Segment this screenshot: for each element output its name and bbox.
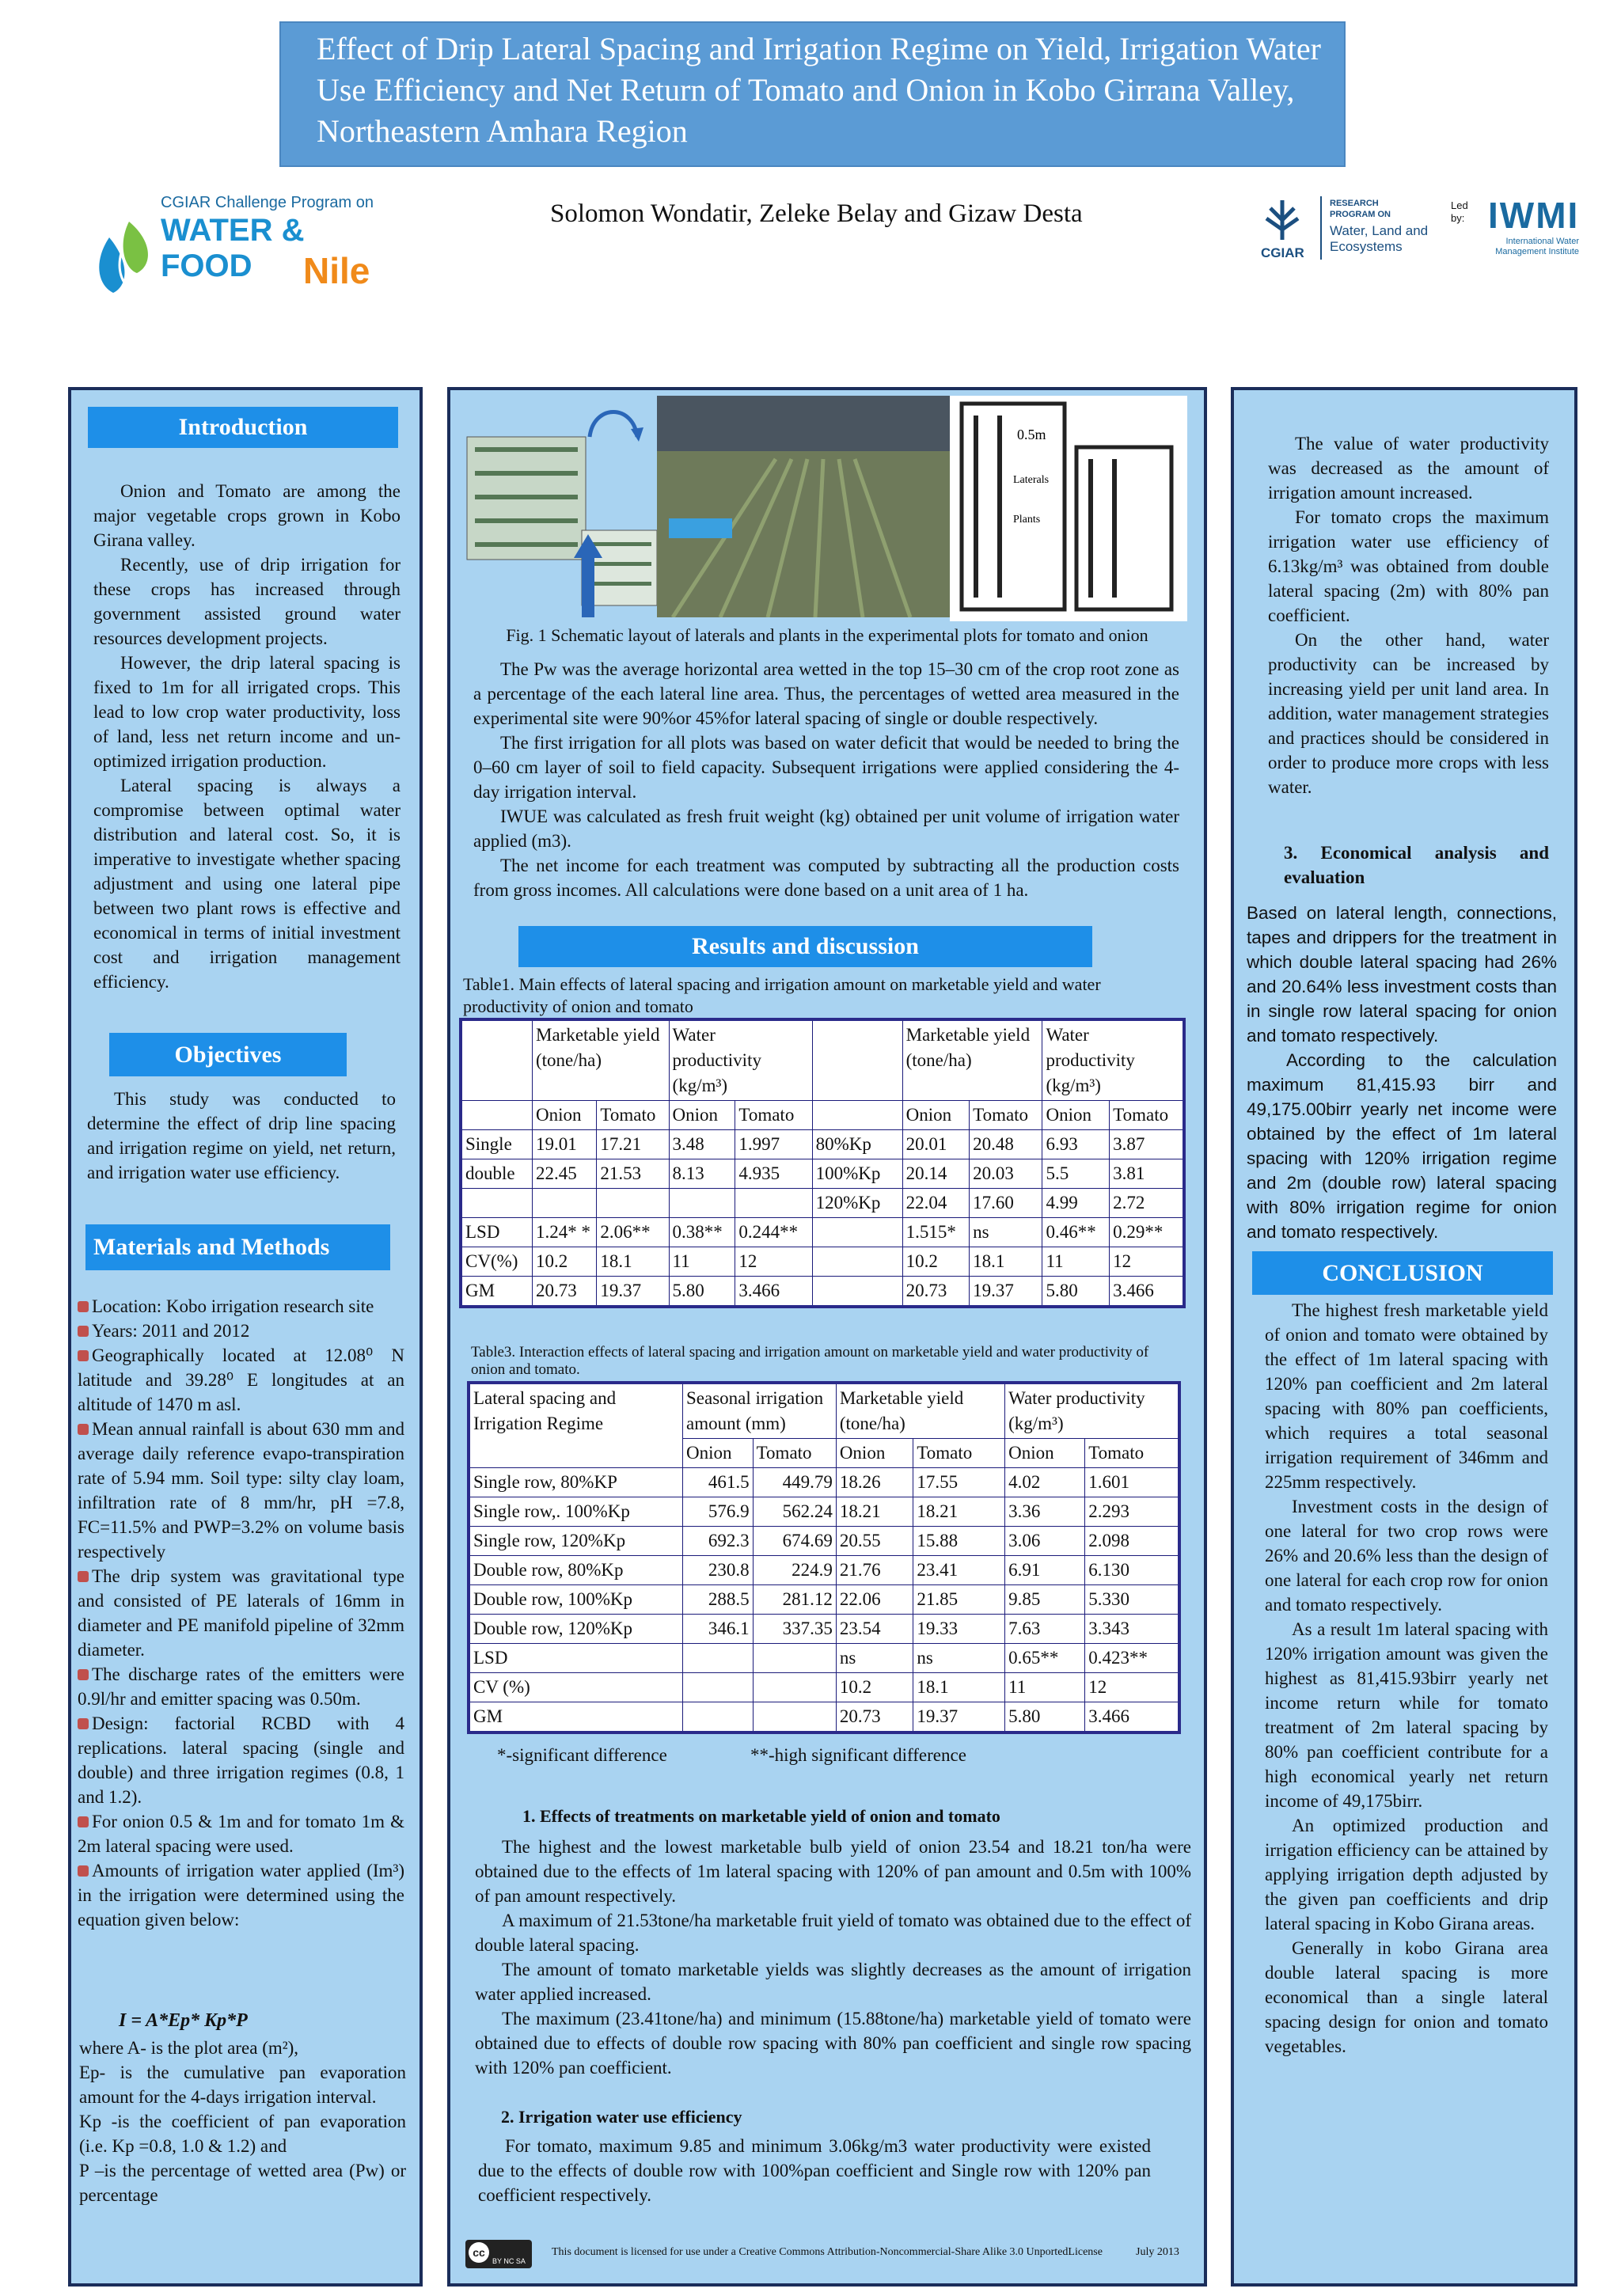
table-cell: Double row, 100%Kp [469,1585,683,1615]
table-header: Onion [1005,1439,1085,1468]
paragraph: For tomato, maximum 9.85 and minimum 3.06kg/m3 water productivity were existed due to the effects of double row with 100%pan coefficient and Single row with 120% pan coefficient respectively. [478,2136,1151,2205]
introduction-text [93,479,401,994]
table-cell: 3.81 [1110,1159,1184,1189]
table-cell: 20.14 [902,1159,970,1189]
table-cell: 21.53 [597,1159,669,1189]
table-cell: ns [970,1218,1042,1247]
table-header: Onion [902,1101,970,1130]
table-cell [461,1189,533,1218]
table-cell: 9.85 [1005,1585,1085,1615]
table-cell: 10.2 [902,1247,970,1277]
paragraph: According to the calculation maximum 81,415.93 birr and 49,175.00birr yearly net income were obtained by the effect of 1m lateral spacing with 120% irrigation regime and 2m (double row) lateral spacing with 80% irrigation regime for onion and tomato respectively. [1247,1050,1557,1242]
field-photo [657,396,950,617]
authors: Solomon Wondatir, Zeleke Belay and Gizaw Desta [550,199,1083,228]
table-cell: 1.24* * [533,1218,597,1247]
table-header: Onion [669,1101,735,1130]
intro-paragraph: Recently, use of drip irrigation for these crops has increased through government assisted ground water resources development projects. [93,555,401,648]
methods-bullet: Years: 2011 and 2012 [78,1319,404,1343]
table-row [461,1277,1184,1307]
equation: I = A*Ep* Kp*P [119,2010,248,2031]
table-cell: 19.37 [597,1277,669,1307]
table-header: Water productivity (kg/m³) [1042,1019,1184,1101]
table-cell: 5.5 [1042,1159,1110,1189]
table-header: Marketable yield (tone/ha) [836,1383,1004,1439]
table-cell [753,1673,836,1702]
table-cell: 80%Kp [812,1130,902,1159]
table-cell: 12 [1110,1247,1184,1277]
table-1 [459,1018,1186,1308]
cgiar-text: CGIAR [1261,245,1304,260]
table-subheader-row [461,1101,1184,1130]
table-cell: Single [461,1130,533,1159]
table-header: Onion [533,1101,597,1130]
water-food-text: WATER & FOOD [161,213,305,283]
table-cell: 6.130 [1085,1556,1179,1585]
table-cell: 1.515* [902,1218,970,1247]
table-row [461,1189,1184,1218]
table-cell: 449.79 [753,1468,836,1497]
table-cell: 3.48 [669,1130,735,1159]
paragraph: Investment costs in the design of one lateral for two crop rows were 26% and 20.6% less than the design of one lateral for each crop row for onion and tomato respectively. [1265,1497,1548,1615]
table-cell: 692.3 [683,1527,754,1556]
table-row [469,1644,1179,1673]
table-cell: 5.80 [1005,1702,1085,1733]
table-cell: 19.01 [533,1130,597,1159]
table-row [461,1130,1184,1159]
intro-paragraph: Lateral spacing is always a compromise between optimal water distribution and lateral cost. So, it is imperative to investigate whether spacing adjustment and using one lateral pipe between two plant rows is effective and economical in terms of initial investment cost and irrigation management efficiency. [93,776,401,992]
table-cell: 12 [735,1247,812,1277]
table-header: Marketable yield (tone/ha) [533,1019,670,1101]
table-cell: ns [913,1644,1005,1673]
table-cell: LSD [469,1644,683,1673]
table-cell: 0.29** [1110,1218,1184,1247]
table-cell: 0.423** [1085,1644,1179,1673]
table-cell [812,1019,902,1101]
table-cell: 230.8 [683,1556,754,1585]
table-cell: 23.54 [836,1615,913,1644]
methods-bullet: Geographically located at 12.08⁰ N latitude and 39.28⁰ E longitudes at an altitude of 1470 m asl. [78,1343,404,1417]
table-cell: 6.93 [1042,1130,1110,1159]
methods-bullet: The drip system was gravitational type and consisted of PE laterals of 16mm in diameter and PE manifold pipeline of 32mm diameter. [78,1564,404,1662]
cc-terms-text: BY NC SA [492,2257,526,2265]
nile-text: Nile [303,250,370,291]
table-cell [735,1189,812,1218]
table-cell: Double row, 80%Kp [469,1556,683,1585]
table-cell: 22.45 [533,1159,597,1189]
objectives-paragraph: This study was conducted to determine the effect of drip line spacing and irrigation regime on yield, net return, and irrigation water use efficiency. [87,1089,396,1182]
introduction-heading: Introduction [88,407,398,448]
table-cell: 3.466 [1085,1702,1179,1733]
table-cell: GM [461,1277,533,1307]
table-cell: 18.21 [836,1497,913,1527]
table-cell: 11 [1005,1673,1085,1702]
table-cell: 346.1 [683,1615,754,1644]
table-cell: 8.13 [669,1159,735,1189]
table-3 [467,1381,1181,1734]
table-header: Tomato [597,1101,669,1130]
table-cell: 0.46** [1042,1218,1110,1247]
footnote-significant: *-significant difference [497,1745,667,1765]
table-header: Water productivity (kg/m³) [669,1019,812,1101]
table-cell: double [461,1159,533,1189]
logo-divider [1320,196,1322,260]
plot-layout-diagram [950,396,1187,621]
table-cell: 2.06** [597,1218,669,1247]
table-cell: 18.26 [836,1468,913,1497]
water-food-logo [85,194,386,305]
table-header-row [461,1019,1184,1101]
table-cell: 100%Kp [812,1159,902,1189]
table-cell: 11 [1042,1247,1110,1277]
table-cell [812,1101,902,1130]
table-cell: CV(%) [461,1247,533,1277]
table-cell [683,1673,754,1702]
label-spacing: 0.5m [1017,427,1046,442]
results-heading: Results and discussion [518,926,1092,967]
table-cell: Double row, 120%Kp [469,1615,683,1644]
poster-title: Effect of Drip Lateral Spacing and Irrigation Regime on Yield, Irrigation Water Use Efficiency and Net Return of Tomato and Onion in Kobo Girrana Valley, Northeastern Amhara Region [317,31,1321,149]
table-cell: 3.06 [1005,1527,1085,1556]
table-cell: ns [836,1644,913,1673]
cc-license-badge [465,2240,532,2268]
paragraph: Based on lateral length, connections, tapes and drippers for the treatment in which double lateral spacing had 26% and 20.64% less investment costs than in single row lateral spacing for onion and tomato respectively. [1247,903,1557,1046]
intro-paragraph: However, the drip lateral spacing is fixed to 1m for all irrigated crops. This lead to low crop water productivity, loss of land, less net return income and un-optimized irrigation production. [93,653,401,771]
methods-bullet: The discharge rates of the emitters were 0.9l/hr and emitter spacing was 0.50m. [78,1662,404,1711]
table-cell: 20.01 [902,1130,970,1159]
table-cell: 120%Kp [812,1189,902,1218]
table-cell: 1.997 [735,1130,812,1159]
table-cell: 4.935 [735,1159,812,1189]
table-cell [669,1189,735,1218]
objectives-text [87,1087,396,1185]
section1-text [475,1835,1191,2080]
table-row [469,1585,1179,1615]
paragraph: The highest and the lowest marketable bulb yield of onion 23.54 and 18.21 ton/ha were obtained due to the effects of 1m lateral spacing with 120% of pan amount and 0.5m with 100% of pan amount respectively. [475,1837,1191,1906]
footnote-high-significant: **-high significant difference [750,1745,966,1765]
table-cell [753,1644,836,1673]
table-header: Onion [683,1439,754,1468]
table-cell: 3.343 [1085,1615,1179,1644]
table-cell: 17.55 [913,1468,1005,1497]
table-row [469,1468,1179,1497]
section2-text [478,2134,1151,2207]
methods-bullet: Design: factorial RCBD with 4 replications. lateral spacing (single and double) and three irrigation regimes (0.8, 1 and 1.2). [78,1711,404,1809]
table-cell: 562.24 [753,1497,836,1527]
table-cell: 20.48 [970,1130,1042,1159]
table-cell: Single row, 120%Kp [469,1527,683,1556]
research-program-text: RESEARCH PROGRAM ON [1330,199,1391,219]
table-header: Onion [1042,1101,1110,1130]
table-header: Marketable yield (tone/ha) [902,1019,1042,1101]
table-cell: 461.5 [683,1468,754,1497]
table-cell: 17.21 [597,1130,669,1159]
paragraph: The net income for each treatment was computed by subtracting all the production costs from gross incomes. All calculations were done based on a unit area of 1 ha. [473,856,1179,900]
methods-continued-text [473,657,1179,902]
table-cell: 3.466 [1110,1277,1184,1307]
label-laterals: Laterals [1013,474,1050,486]
table-row [461,1218,1184,1247]
section3-heading: 3. Economical analysis and evaluation [1284,843,1549,887]
table-row [469,1615,1179,1644]
table-row [469,1702,1179,1733]
table-cell: 2.098 [1085,1527,1179,1556]
conclusion-heading: CONCLUSION [1252,1251,1553,1295]
wheat-icon [1255,196,1310,245]
paragraph: The maximum (23.41tone/ha) and minimum (15.88tone/ha) marketable yield of tomato were obtained due to effects of double row spacing with 80% pan coefficient and single row spacing with 120% pan coefficient. [475,2009,1191,2078]
table-cell: 7.63 [1005,1615,1085,1644]
table-header: Lateral spacing and Irrigation Regime [469,1383,683,1468]
table-cell: 1.601 [1085,1468,1179,1497]
water-productivity-text [1268,431,1549,799]
table-cell: 10.2 [533,1247,597,1277]
table-cell: 5.80 [1042,1277,1110,1307]
table-cell: 6.91 [1005,1556,1085,1585]
date-text: July 2013 [1136,2246,1179,2258]
methods-bullet: For onion 0.5 & 1m and for tomato 1m & 2m lateral spacing were used. [78,1809,404,1858]
table-header: Tomato [1110,1101,1184,1130]
table-cell: 22.06 [836,1585,913,1615]
table-cell: CV (%) [469,1673,683,1702]
table-cell [812,1247,902,1277]
table-header: Onion [836,1439,913,1468]
water-drop-leaf-icon [85,206,165,301]
table-cell: 2.293 [1085,1497,1179,1527]
definition-line: Ep- is the cumulative pan evaporation amount for the 4-days irrigation interval. [79,2063,406,2107]
table-cell: 21.85 [913,1585,1005,1615]
table-header: Tomato [970,1101,1042,1130]
paragraph: The amount of tomato marketable yields was slightly decreases as the amount of irrigation water applied increased. [475,1960,1191,2004]
table-cell: 337.35 [753,1615,836,1644]
table3-caption: Table3. Interaction effects of lateral spacing and irrigation amount on marketable yield and water productivity of onion and tomato. [471,1344,1149,1378]
definition-line: where A- is the plot area (m²), [79,2038,299,2058]
methods-bullet: Amounts of irrigation water applied (Im³) in the irrigation were determined using the equation given below: [78,1858,404,1932]
table1-caption: Table1. Main effects of lateral spacing and irrigation amount on marketable yield and water productivity of onion and tomato [463,974,1101,1016]
license-text: This document is licensed for use under a Creative Commons Attribution-Noncommercial-Share Alike 3.0 UnportedLicense [552,2246,1103,2258]
iwmi-logo [1488,194,1583,265]
table-cell: 17.60 [970,1189,1042,1218]
paragraph: The highest fresh marketable yield of onion and tomato were obtained by the effect of 1m lateral spacing with 120% pan coefficient and 2m lateral spacing with 80% pan coefficients, which requires a total seasonal irrigation requirement of 346mm and 225mm respectively. [1265,1300,1548,1492]
paragraph: A maximum of 21.53tone/ha marketable fruit yield of tomato was obtained due to the effect of double lateral spacing. [475,1911,1191,1955]
table-cell: 19.37 [970,1277,1042,1307]
table-cell: 22.04 [902,1189,970,1218]
paragraph: An optimized production and irrigation efficiency can be attained by applying irrigation depth adjusted by the given pan coefficients and drip lateral spacing in Kobo Girana areas. [1265,1816,1548,1934]
methods-heading: Materials and Methods [85,1224,390,1270]
table-cell: LSD [461,1218,533,1247]
table-cell: 5.80 [669,1277,735,1307]
table-cell: 12 [1085,1673,1179,1702]
paragraph: Generally in kobo Girana area double lateral spacing is more economical than a single lateral spacing design for onion and tomato vegetables. [1265,1938,1548,2056]
table-cell: 4.99 [1042,1189,1110,1218]
table-header: Tomato [753,1439,836,1468]
table-row [461,1159,1184,1189]
equation-definitions [79,2036,406,2207]
methods-bullet: Location: Kobo irrigation research site [78,1294,404,1319]
table-cell: 5.330 [1085,1585,1179,1615]
table-cell: 18.1 [597,1247,669,1277]
wle-text: Water, Land and Ecosystems [1330,223,1429,254]
table-row [469,1556,1179,1585]
table-cell: Single row,. 100%Kp [469,1497,683,1527]
table-header: Tomato [1085,1439,1179,1468]
intro-paragraph: Onion and Tomato are among the major vegetable crops grown in Kobo Girana valley. [93,481,401,550]
section2-heading: 2. Irrigation water use efficiency [501,2107,742,2127]
table-cell: 288.5 [683,1585,754,1615]
table-cell: 3.87 [1110,1130,1184,1159]
table-cell: 20.73 [836,1702,913,1733]
paragraph: The first irrigation for all plots was based on water deficit that would be needed to bring the 0–60 cm layer of soil to field capacity. Subsequent irrigations were applied considering the 4-day irrigation interval. [473,733,1179,802]
table-cell: 18.1 [970,1247,1042,1277]
table-cell: 20.73 [533,1277,597,1307]
paragraph: The Pw was the average horizontal area wetted in the top 15–30 cm of the crop root zone as a percentage of the each lateral line area. Thus, the percentages of wetted area measured in the experimental site were 90%or 45%for lateral spacing of single or double respectively. [473,659,1179,728]
table-cell: 20.03 [970,1159,1042,1189]
definition-line: Kp -is the coefficient of pan evaporation (i.e. Kp =0.8, 1.0 & 1.2) and [79,2112,406,2156]
label-plants: Plants [1013,514,1041,526]
table-cell: 18.21 [913,1497,1005,1527]
table-row [469,1673,1179,1702]
table-cell [597,1189,669,1218]
table-cell: 0.38** [669,1218,735,1247]
table-cell [683,1702,754,1733]
figure-1 [463,396,1187,625]
table-cell: 19.37 [913,1702,1005,1733]
table-header: Seasonal irrigation amount (mm) [683,1383,837,1439]
table-cell: 20.73 [902,1277,970,1307]
table-cell: 281.12 [753,1585,836,1615]
cc-icon: cc [469,2242,489,2263]
conclusion-text [1265,1298,1548,2059]
table-cell [812,1218,902,1247]
table-header: Tomato [913,1439,1005,1468]
methods-bullet: Mean annual rainfall is about 630 mm and average daily reference evapo-transpiration rate of 5.94 mm. Soil type: silty clay loam, infiltration rate of 8 mm/hr, pH =7.8, FC=11.5% and PWP=3.2% on volume basis respectively [78,1417,404,1564]
table-cell: 0.244** [735,1218,812,1247]
table-cell: 674.69 [753,1527,836,1556]
table-cell: 19.33 [913,1615,1005,1644]
table-row [469,1497,1179,1527]
economic-analysis-text [1247,901,1557,1244]
table-cell: 224.9 [753,1556,836,1585]
table-cell [461,1101,533,1130]
table-cell: 3.466 [735,1277,812,1307]
schematic-diagram [463,396,661,617]
table-header: Tomato [735,1101,812,1130]
table-cell: 15.88 [913,1527,1005,1556]
methods-text [78,1294,404,1932]
table-cell: 576.9 [683,1497,754,1527]
table-row [461,1247,1184,1277]
table-cell: 2.72 [1110,1189,1184,1218]
iwmi-full-text: International Water Management Institute [1495,237,1579,256]
cgiar-program-text: CGIAR Challenge Program on [161,194,374,211]
table-cell [461,1019,533,1101]
definition-line: P –is the percentage of wetted area (Pw) or percentage [79,2161,406,2205]
paragraph: On the other hand, water productivity can be increased by increasing yield per unit land area. In addition, water management strategies and practices should be considered in order to produce more crops with less water. [1268,630,1549,797]
table-cell: Single row, 80%KP [469,1468,683,1497]
table-cell [533,1189,597,1218]
table-cell: 10.2 [836,1673,913,1702]
table-cell [683,1644,754,1673]
table-row [469,1527,1179,1556]
table-cell: 23.41 [913,1556,1005,1585]
led-by-text: Led by: [1451,199,1468,224]
table-cell: 20.55 [836,1527,913,1556]
iwmi-text: IWMI [1488,195,1580,236]
table-header: Water productivity (kg/m³) [1005,1383,1179,1439]
table-cell [812,1277,902,1307]
table-cell: 18.1 [913,1673,1005,1702]
table-header-row [469,1383,1179,1439]
table-cell [753,1702,836,1733]
table-cell: 3.36 [1005,1497,1085,1527]
table-cell: GM [469,1702,683,1733]
table-cell: 0.65** [1005,1644,1085,1673]
paragraph: The value of water productivity was decreased as the amount of irrigation amount increased. [1268,434,1549,503]
paragraph: For tomato crops the maximum irrigation water use efficiency of 6.13kg/m³ was obtained from double lateral spacing (2m) with 80% pan coefficient. [1268,507,1549,625]
paragraph: As a result 1m lateral spacing with 120% irrigation amount was given the highest as 81,415.93birr yearly net income return while for tomato treatment of 2m lateral spacing by 80% pan coefficient contribute for a high economical yearly net return income of 49,175birr. [1265,1619,1548,1811]
table-cell: 4.02 [1005,1468,1085,1497]
section1-heading: 1. Effects of treatments on marketable yield of onion and tomato [522,1806,1000,1826]
figure-caption: Fig. 1 Schematic layout of laterals and plants in the experimental plots for tomato and onion [506,625,1148,645]
objectives-heading: Objectives [109,1033,347,1076]
table-cell: 21.76 [836,1556,913,1585]
paragraph: IWUE was calculated as fresh fruit weight (kg) obtained per unit volume of irrigation water applied (m3). [473,806,1179,851]
table-cell: 11 [669,1247,735,1277]
